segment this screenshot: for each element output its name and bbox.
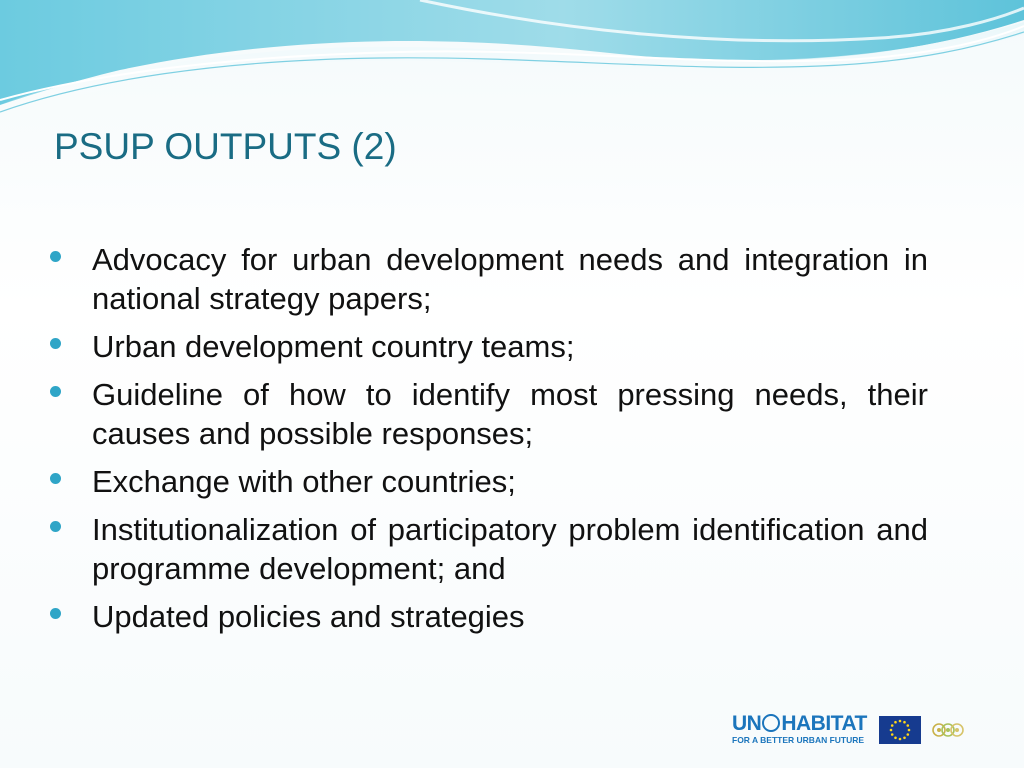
list-item-text: Exchange with other countries; (92, 464, 516, 499)
list-item-text: Guideline of how to identify most pressing needs, their causes and possible responses; (92, 377, 928, 451)
list-item-text: Institutionalization of participatory problem identification and programme development; and (92, 512, 928, 586)
list-item (48, 375, 928, 453)
bullet-dot-icon (50, 338, 61, 349)
bullet-dot-icon (50, 251, 61, 262)
list-item (48, 597, 928, 636)
bullet-dot-icon (50, 521, 61, 532)
bullet-dot-icon (50, 608, 61, 619)
list-item-text: Urban development country teams; (92, 329, 575, 364)
logo-left-text: UN (732, 712, 762, 735)
bullet-dot-icon (50, 473, 61, 484)
partner-logo-icon (930, 716, 966, 744)
list-item-text: Updated policies and strategies (92, 599, 525, 634)
list-item (48, 510, 928, 588)
header-wave-decoration (0, 0, 1024, 120)
logo-right-text: HABITAT (781, 712, 867, 735)
list-item (48, 462, 928, 501)
logo-tagline: FOR A BETTER URBAN FUTURE (732, 735, 865, 745)
footer-logos (732, 712, 972, 746)
un-emblem-icon (762, 714, 780, 732)
un-habitat-logo (732, 712, 867, 736)
list-item (48, 240, 928, 318)
list-item (48, 327, 928, 366)
bullet-dot-icon (50, 386, 61, 397)
bullet-list (48, 240, 928, 645)
slide-title: PSUP OUTPUTS (2) (54, 126, 397, 167)
list-item-text: Advocacy for urban development needs and integration in national strategy papers; (92, 242, 928, 316)
eu-flag-icon (879, 716, 921, 744)
